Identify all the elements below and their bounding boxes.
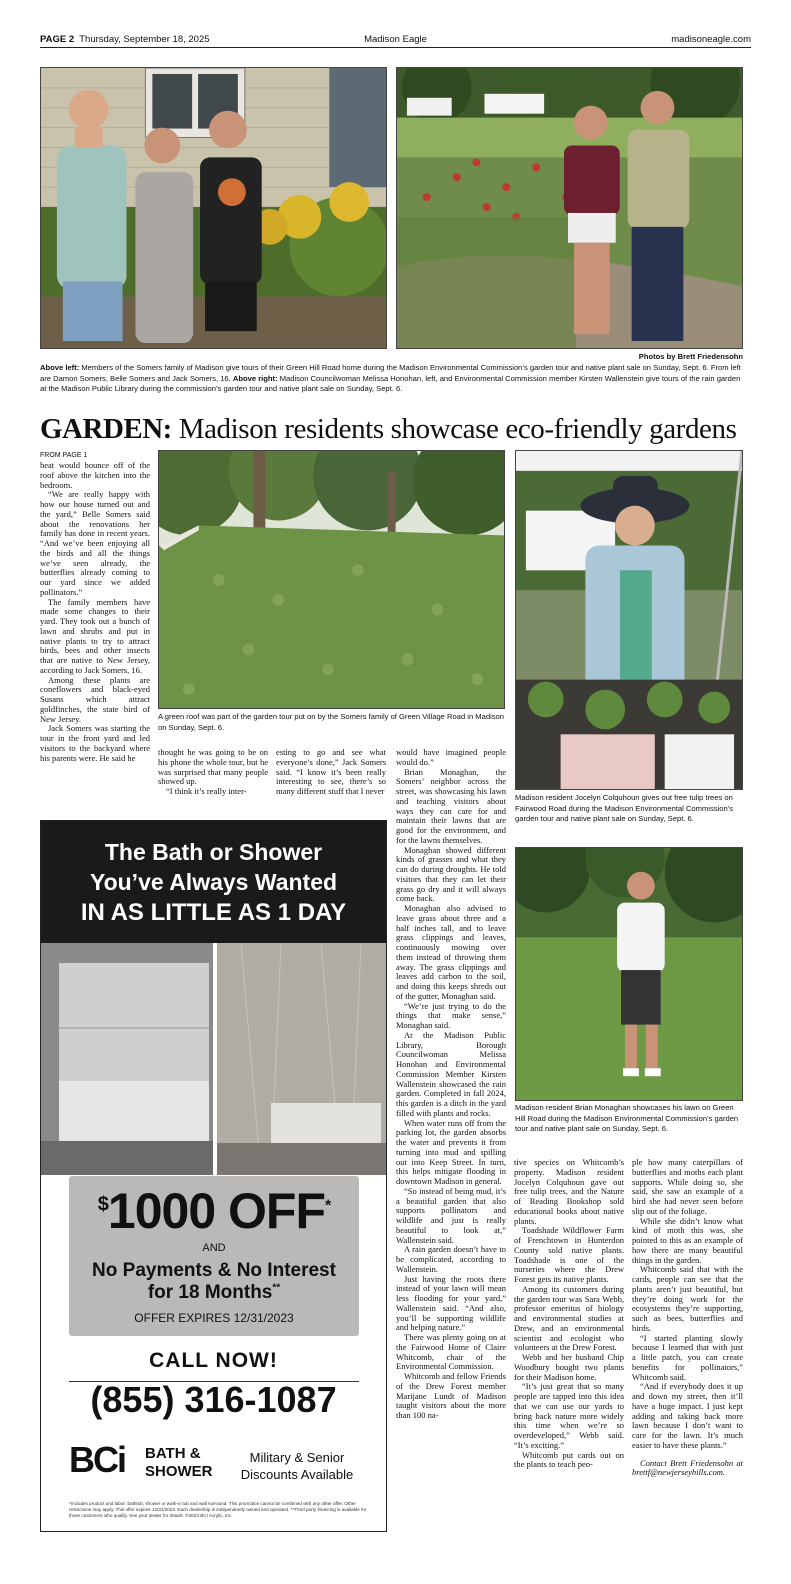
headline-text: Madison residents showcase eco-friendly gardens xyxy=(171,413,737,445)
paragraph: Among these plants are coneflowers and black-eyed Susans which attract goldfinches, the state bird of New Jersey. xyxy=(40,674,150,724)
bci-logo xyxy=(69,1439,219,1489)
paragraph: Whitcomb put cards out on the plants to teach peo- xyxy=(514,1449,624,1470)
top-photos-caption xyxy=(40,363,743,395)
monaghan-caption: Madison resident Brian Monaghan showcases his lawn on Green Hill Road during the Madison Environmental Commission’s garden tour and native plant sale on Sunday, Sept. 6. xyxy=(515,1103,739,1133)
ad-line-1: The Bath or Shower xyxy=(104,839,323,865)
no-payments-line: No Payments & No Interest xyxy=(92,1260,336,1281)
months-text: for 18 Months xyxy=(147,1282,273,1303)
paragraph: “We’re just trying to do the things that make sense,” Monaghan said. xyxy=(396,1000,506,1030)
issue-date: Thursday, September 18, 2025 xyxy=(79,34,210,45)
article-column-1 xyxy=(40,461,150,813)
article-column-6 xyxy=(632,1158,743,1534)
paragraph: While she didn’t know what kind of moth this was, she pointed to this as an example of how there are many beautiful things in the garden. xyxy=(632,1215,743,1265)
paragraph: “I started planting slowly because I learned that with just a little patch, you can create benefits for pollinators,” Whitcomb said. xyxy=(632,1332,743,1382)
paragraph: “We are really happy with how our house turned out and the yard,” Belle Somers said about the renovations her family has done in recent years. “And we’ve been enjoying all the birds and all the things we’ve seen already, the butterflies already coming to our yard since we added pollinators.” xyxy=(40,489,150,597)
paragraph: Just having the roots there instead of your lawn will mean less flooding for your yard,” Wallenstein said. “And also, you’ll be supporting wildlife and helping nature.” xyxy=(396,1273,506,1333)
paragraph: At the Madison Public Library, Borough Councilwoman Melissa Honohan and Environmental Commission Member Kirsten Wallenstein showcased the rain garden. Completed in fall 2024, this garden is a ditch in the yard filled with plants and rocks. xyxy=(396,1029,506,1118)
months-line xyxy=(69,1282,359,1304)
paragraph: A rain garden doesn’t have to be complicated, according to Wallenstein. xyxy=(396,1244,506,1274)
paragraph: Monaghan showed different kinds of grasses and what they can do during droughts. He told visitors that they can let their grass go dry and it will always come back. xyxy=(396,844,506,904)
paragraph: thought he was going to be on his phone the whole tour, but he was surprised that many people showed up. xyxy=(158,748,268,787)
call-now-label: CALL NOW! xyxy=(149,1349,278,1372)
ad-fine-print: *Includes product and labor; bathtub, shower or walk-in tub and wall surround. This promotion cannot be combined with any other offer. Other restrictions may apply. This offer expires 12/31/2023. Each dealership is independently owned and operated. **Third party financing is available for those customers who qualify. See your dealer for details. ©2023 BCI Acrylic, Inc. xyxy=(69,1501,367,1518)
ad-line-3: IN AS LITTLE AS 1 DAY xyxy=(80,899,347,926)
article-column-2 xyxy=(158,748,268,814)
discount-amount xyxy=(69,1182,359,1240)
phone-number[interactable]: (855) 316-1087 xyxy=(90,1379,337,1420)
caption-lead-left: Above left: xyxy=(40,363,80,372)
page-header xyxy=(40,34,751,48)
paragraph: Webb and her husband Chip Woodbury bought two plants for their Madison home. xyxy=(514,1352,624,1382)
photo-jocelyn-colquhoun xyxy=(515,450,743,790)
bath-shower-ad[interactable] xyxy=(40,820,387,1532)
and-label: AND xyxy=(202,1242,226,1254)
paragraph: esting to go and see what everyone’s done,” Jack Somers said. “I know it’s been really interesting to see, there’s so many different stuff that I never xyxy=(276,748,386,796)
dollar-sign: $ xyxy=(97,1193,108,1216)
colquhoun-caption: Madison resident Jocelyn Colquhoun gives out free tulip trees on Fairwood Road during the Madison Environmental Commission’s garden tour and native plant sale on Sunday, Sept. 6. xyxy=(515,793,734,823)
discount-value: 1000 OFF xyxy=(107,1183,325,1239)
paragraph: would have imagined people would do.” xyxy=(396,748,506,767)
photo-rain-garden xyxy=(396,67,743,349)
paragraph: There was plenty going on at the Fairwood Home of Claire Whitcomb, chair of the Environmental Commission. xyxy=(396,1332,506,1372)
paragraph: Whitcomb said that with the cards, people can see that the plants aren’t just beautiful, but they’re doing work for the ecosystems they’re supporting, such as bees, butterflies and birds. xyxy=(632,1264,743,1333)
bci-logo-mark: BCi xyxy=(69,1439,125,1480)
paragraph: ple how many caterpillars of butterflies and moths each plant supports. While doing so, she said, she saw an example of a bird she had never seen before slip out of the foliage. xyxy=(632,1158,743,1216)
author-contact: Contact Brett Friedensohn at brettf@newjerseyhills.com. xyxy=(632,1457,743,1478)
photo-green-roof xyxy=(158,450,505,709)
paragraph: Monaghan also advised to leave grass about three and a half inches tall, and to leave grass clippings and leaves, continuously mowing over them instead of throwing them away. The grass clippings and leaves add carbon to the soil, and doing this keeps shreds out of the gutter, Monaghan said. xyxy=(396,903,506,1001)
article-column-4 xyxy=(396,748,506,1534)
photo-credit: Photos by Brett Friedensohn xyxy=(638,352,743,361)
jump-line: FROM PAGE 1 xyxy=(40,452,88,459)
headline xyxy=(40,413,751,449)
months-asterisk: ** xyxy=(272,1282,281,1294)
header-rule xyxy=(40,47,751,48)
page-number: PAGE 2 xyxy=(40,34,75,45)
military-line-2: Discounts Available xyxy=(240,1467,354,1482)
website: madisoneagle.com xyxy=(671,34,751,45)
caption-text-left: Members of the Somers family of Madison give tours of their Green Hill Road home during the Madison Environmental Commission’s garden tour and native plant sale on Sunday, Sept. 6. From left are Damon Somers, Belle Somers and Jack Somers, 16. xyxy=(40,363,741,383)
headline-kicker: GARDEN: xyxy=(40,413,172,445)
discount-asterisk: * xyxy=(325,1197,331,1215)
paragraph: tive species on Whitcomb’s property. Madison resident Jocelyn Colquhoun gave out free tulip trees, and the Nature of Reading Bookshop sold educational books about native plants. xyxy=(514,1158,624,1226)
caption-text-right: Madison Councilwoman Melissa Honohan, left, and Environmental Commission member Kirsten Wallenstein give tours of the rain garden at the Madison Public Library during the commission’s garden tour and native plant sale on Sunday, Sept. 6. xyxy=(40,373,741,393)
paragraph: Whitcomb and fellow Friends of the Drew Forest member Marijane Lundt of Madison taught visitors about the more than 100 na- xyxy=(396,1371,506,1420)
military-line-1: Military & Senior xyxy=(249,1450,345,1465)
paragraph: The family members have made some changes to their yard. They took out a bunch of lawn and shrubs and put in native plants to try to attract birds, bees and other insects that are native to New Jersey, according to Jack Somers, 16. xyxy=(40,596,150,675)
photo-somers-family xyxy=(40,67,387,349)
paragraph: Jack Somers was starting the tour in the front yard and led visitors to the backyard where his parents were. He said he xyxy=(40,723,150,763)
paragraph: Among its customers during the garden tour was Sara Webb, professor emeritus of biology and environmental studies at Drew, and an environmental scientist and ecologist who volunteers at the Drew Forest. xyxy=(514,1283,624,1353)
article-column-3 xyxy=(276,748,386,814)
bci-logo-text-1: BATH & xyxy=(145,1445,201,1462)
caption-lead-right: Above right: xyxy=(232,373,278,383)
bci-logo-text-2: SHOWER xyxy=(145,1463,213,1480)
ad-line-2: You’ve Always Wanted xyxy=(89,869,338,895)
offer-box xyxy=(69,1176,359,1336)
paragraph: Brian Monaghan, the Somers’ neighbor across the street, was showcasing his lawn and teaching visitors about ways they can care for and maintain their lawns that are good for the environment, and for the lawns themselves. xyxy=(396,766,506,845)
photo-brian-monaghan xyxy=(515,847,743,1101)
military-discount xyxy=(227,1449,367,1483)
paragraph: “And if everybody does it up and down my street, then it’ll have a huge impact. I just kept adding and taking back more lawn because I don’t want to care for the lawn. It’s much easier to have these plants.” xyxy=(632,1381,743,1450)
paragraph: When water runs off from the parking lot, the garden absorbs the water and prevents it from turning into mud and spilling out into Keep Street. In turn, this helps mitigate flooding in downtown Madison in general. xyxy=(396,1117,506,1186)
paper-name: Madison Eagle xyxy=(364,34,427,45)
bathtub-shower-photos xyxy=(41,943,387,1175)
paragraph: “I think it’s really inter- xyxy=(166,786,247,796)
paragraph: heat would bounce off of the roof above the kitchen into the bedroom. xyxy=(40,461,150,490)
green-roof-caption: A green roof was part of the garden tour put on by the Somers family of Green Village Road in Madison on Sunday, Sept. 6. xyxy=(158,712,504,732)
article-column-5 xyxy=(514,1158,624,1534)
ad-headline-block xyxy=(41,821,386,943)
paragraph: “It’s just great that so many people are tapped into this idea that we can use our yards to bring back nature more widely this time when we’re so overdeveloped,” Webb said. “It’s exciting.” xyxy=(514,1381,624,1450)
paragraph: “So instead of being mud, it’s a beautiful garden that also supports pollinators and wildlife and just is really beautiful to look at,” Wallenstein said. xyxy=(396,1185,506,1245)
paragraph: Toadshade Wildflower Farm of Frenchtown in Hunterdon County sold native plants. Toadshade is one of the nurseries where the Drew Forest gets its native plants. xyxy=(514,1225,624,1284)
offer-expiry: OFFER EXPIRES 12/31/2023 xyxy=(134,1311,294,1325)
ad-bathroom-images xyxy=(41,943,386,1175)
